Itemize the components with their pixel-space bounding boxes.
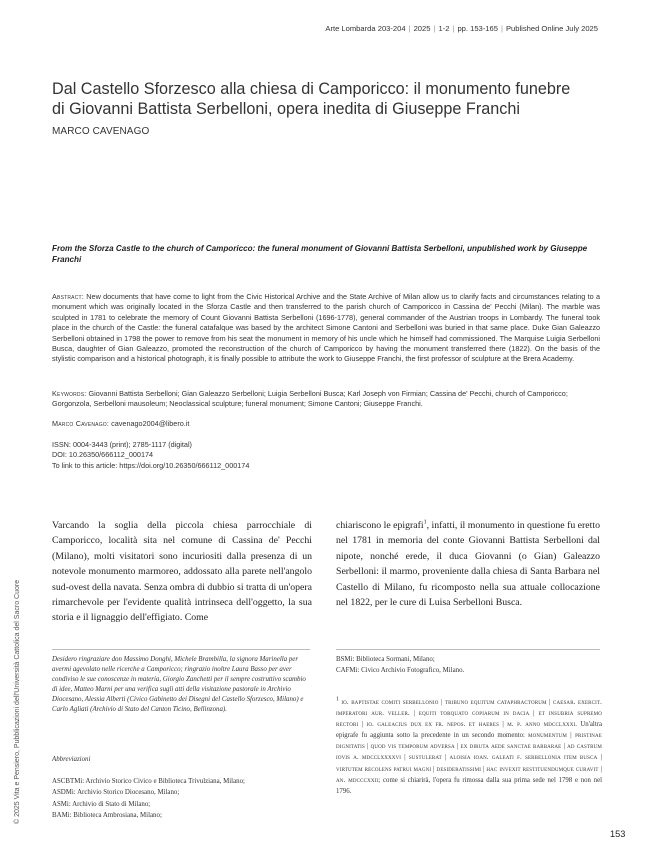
article-title-line-2: di Giovanni Battista Serbelloni, opera inedita di Giuseppe Franchi (52, 99, 520, 118)
abstract-label: Abstract: (52, 292, 84, 301)
footnote-number: 1 (336, 696, 339, 703)
body-column-right (336, 518, 600, 610)
english-title: From the Sforza Castle to the church of Camporicco: the funeral monument of Giovanni Battista Serbelloni, unpublished work by Giuseppe Franchi (52, 244, 588, 264)
page-number: 153 (610, 829, 626, 839)
footnote-divider-left (52, 649, 310, 650)
abstract (52, 292, 600, 365)
author-email (52, 419, 189, 428)
body-text-after-note: , infatti, il monumento in questione fu eretto nel 1781 in memoria del conte Giovanni Battista Serbelloni dal nipote, nonché erede, il duca Giovanni (o Gian) Galeazzo Serbelloni: il marmo, proveniente dalla chiesa di Santa Barbara nel Castello di Milano, fu ricomposto nella sua attuale collocazione nel 1822, per le cure di Luisa Serbelloni Busca. (336, 520, 600, 609)
article-link[interactable]: To link to this article: https://doi.org/10.26350/666112_000174 (52, 460, 250, 470)
abbreviation-item: ASDMi: Archivio Storico Diocesano, Milano; (52, 789, 180, 797)
journal-year: 2025 (413, 24, 431, 33)
abbreviation-item: ASCBTMi: Archivio Storico Civico e Biblioteca Trivulziana, Milano; (52, 778, 245, 785)
article-title-line-1: Dal Castello Sforzesco alla chiesa di Camporicco: il monumento funebre (52, 80, 571, 98)
footnote-divider-right (336, 649, 600, 650)
abbreviation-item: CAFMi: Civico Archivio Fotografico, Milano. (336, 666, 465, 674)
journal-header: Arte Lombarda 203-204 | 2025 | 1-2 | pp. 153-165 | Published Online July 2025 (325, 24, 598, 33)
doi[interactable]: DOI: 10.26350/666112_000174 (52, 450, 154, 460)
keywords-text: Giovanni Battista Serbelloni; Gian Galeazzo Serbelloni; Luigia Serbelloni Busca; Karl Joseph von Firmian; Cassina de' Pecchi, church of Camporicco; Gorgonzola, Serbelloni mausoleum; Neoclassical sculpture; funeral monument; Simone Cantoni; Giuseppe Franchi. (52, 389, 568, 409)
body-text-before-note: chiariscono le epigrafi (336, 520, 424, 531)
abstract-text: New documents that have come to light from the Civic Historical Archive and the State Archive of Milan allow us to clarify facts and circumstances relating to a monument which was originally located in the Sforza Castle and then transferred to the parish church of Camporicco in Cassina de' Pecchi (Milan). The marble was sculpted in 1781 to celebrate the memory of Count Giovanni Battista Serbelloni (1696-1778), general commander of the Austrian troops in Lombardy. The funeral took place in the church of the Castle: the funeral catafalque was based by the architect Simone Cantoni and Serbelloni was buried in that same place. Duke Gian Galeazzo Serbelloni obtained in 1798 the power to remove from his seat the monument in memory of his uncle which he himself had commissioned. The Marquise Luigia Serbelloni Busca, daughter of Gian Galeazzo, promoted the reconstruction of the church of Camporicco by having the monument transferred there (1822). On the basis of the stylistic comparison and a historical photograph, it is finally possible to attribute the work to Giuseppe Franchi, the first professor of sculpture at the Brera Academy. (52, 292, 600, 364)
abbreviation-item: BAMi: Biblioteca Ambrosiana, Milano; (52, 811, 162, 819)
footnote-reference[interactable]: 1 (423, 519, 427, 526)
author-name: MARCO CAVENAGO (52, 126, 150, 137)
abbreviations-list-left (52, 776, 310, 821)
body-column-left: Varcando la soglia della piccola chiesa parrocchiale di Camporicco, località sita nel comune di Cassina de' Pecchi (Milano), molti visitatori sono incuriositi dalla presenza di un notevole monumento marmoreo, addossato alla parete nell'angolo sud-ovest della navata. Senza ombra di dubbio si tratta di un'opera rimarchevole per l'evidente qualità intrinseca dell'oggetto, la sua storia e il lignaggio dell'effigiato. Come (52, 520, 312, 624)
email-address[interactable]: cavenago2004@libero.it (111, 419, 190, 428)
abbreviations-list-right (336, 655, 600, 676)
footnote-ending: come si chiarirà, l'opera fu rimossa dalla sua prima sede nel 1798 e non nel 1796. (336, 776, 602, 795)
journal-pages: pp. 153-165 (457, 24, 498, 33)
email-author-name: Marco Cavenago: (52, 419, 110, 428)
journal-name: Arte Lombarda 203-204 (325, 24, 406, 33)
article-identifiers (52, 440, 249, 471)
keywords (52, 389, 600, 410)
keywords-label: Keywords: (52, 389, 87, 398)
abbreviations-title: Abbreviazioni (52, 756, 91, 763)
publication-date: Published Online July 2025 (505, 24, 598, 33)
abbreviation-item: ASMi: Archivio di Stato di Milano; (52, 800, 151, 808)
footnote-1 (336, 697, 602, 797)
article-title (52, 80, 572, 119)
issn: ISSN: 0004-3443 (print); 2785-1117 (digital) (52, 440, 192, 449)
abbreviation-item: BSMi: Biblioteca Sormani, Milano; (336, 656, 435, 663)
journal-issue: 1-2 (438, 24, 450, 33)
footnote-epigraph-2: monumentum | pristinae dignitatis | quod vis temporum adversa | ex diruta aede sanctae barbarae | ad castrum iovis a. mdcclxxxxvi | sustulerat | aloisia ioan. galeati f. serbellonia item busca | virtutem recolens patrui magni | desideratissimi | hac invexit restituendumque curavit | an. mdcccxxii; (336, 732, 602, 784)
footnote-connector: Un'altra epigrafe fu aggiunta sotto la precedente in un secondo momento: (336, 721, 602, 740)
acknowledgements: Desidero ringraziare don Massimo Donghi, Michele Brambilla, la signora Marinella per avermi agevolato nelle ricerche a Camporicco; ringrazio inoltre Laura Basso per aver condiviso le sue conoscenze in materia, Giorgio Zanchetti per il sempre costruttivo scambio di idee, Matteo Marni per una verifica sugli atti della visitazione pastorale in Archivio Diocesano, Alessia Alberti (Civico Gabinetto dei Disegni del Castello Sforzesco, Milano) e Carlo Agliati (Archivio di Stato del Canton Ticino, Bellinzona). (52, 656, 306, 714)
side-copyright: © 2025 Vita e Pensiero, Pubblicazioni dell'Università Cattolica del Sacro Cuore (14, 579, 21, 824)
footnote-epigraph-1: io. baptistae comiti serbellonio | tribuno equitum cataphractorum | caesar. exercit. imperatori aur. veller. | equiti torquato copiarum in dacia | et insubria supremo rectori | io. galeacius dux ex fr. nepos. et haeres | m. p. anno mdcclxxxi. (336, 699, 602, 729)
